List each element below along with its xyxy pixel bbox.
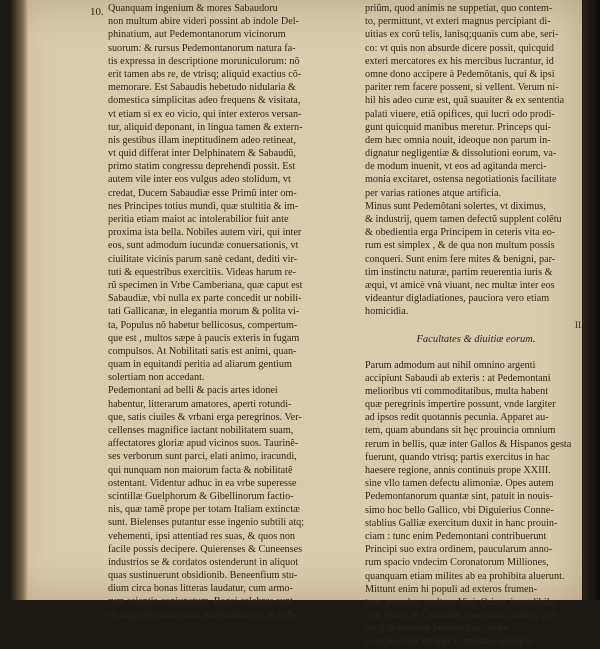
- text-line: homicidia.: [365, 306, 409, 318]
- text-line: Complectitur insuper Comitatus quinqua-: [365, 636, 535, 648]
- text-line: vim Sparti ac Cannabis, caseorum, chartæ, gol-: [365, 610, 558, 622]
- book-edge: [583, 0, 600, 600]
- text-line: hil his adeo curæ est, quã suauiter & ex sententia: [365, 95, 565, 107]
- text-line: affectatores gloriæ apud vicinos suos. Taurinẽ-: [108, 438, 299, 450]
- text-line: sypij & materiæ bombycinæ crudæ.: [365, 623, 511, 635]
- text-line: tim instinctu naturæ, partim reuerentia iuris &: [365, 266, 553, 278]
- text-line: suorum: & rursus Pedemontanorum natura fa-: [108, 42, 296, 54]
- text-line: ob ingentem numerum molendinorum, & offi-: [108, 609, 297, 621]
- text-line: peritia etiam maiot ac intolerabilior fuit ante: [108, 214, 289, 225]
- text-line: sine vllo tamen defectu alimoniæ. Opes autem: [365, 478, 554, 490]
- text-line: scintillæ Guelphorum & Gibellinorum factio-: [108, 490, 294, 502]
- text-line: vt quid differat inter Delphinatem & Sabaudũ,: [108, 148, 296, 160]
- text-line: erit tamen abs re, de vtrisq; aliquid exactius cõ-: [108, 68, 302, 80]
- section-heading: Facultates & diuitiæ eorum.: [416, 333, 536, 345]
- text-line: to, permittunt, vt exteri magnus percipiant di-: [365, 16, 551, 28]
- text-line: rerum in bellis, quæ inter Gallos & Hispanos gesta: [365, 438, 572, 450]
- margin-mark: II.: [575, 320, 584, 330]
- text-line: Pedemontanorum quantæ sint, patuit in nouis-: [365, 491, 553, 503]
- text-line: dem hæc omnia nouit, ideoque non parum in-: [365, 134, 551, 146]
- text-line: non multum abire videri possint ab indole Del-: [108, 16, 299, 28]
- text-line: rum scientia coniunctum. Bagei celebres sunt: [108, 596, 294, 608]
- text-line: qui nunquam non maiorum facta & nobilitatẽ: [108, 464, 293, 476]
- text-line: habentur, litterarum amatores, aperti rotundi-: [108, 398, 292, 410]
- text-line: de modum inuenit, vt eos ad agitanda merci-: [365, 161, 547, 173]
- book-page: [10, 0, 584, 648]
- text-line: compulsos. At Nobilitati satis est animi, quan-: [108, 345, 297, 357]
- text-line: tem, quam abundans sit hęc prouincia omnium: [365, 425, 556, 437]
- text-line: & industrij, quem tamen defectũ supplent colẽtu: [365, 214, 562, 225]
- text-line: accipiunt Sabaudi ab exteris : at Pedemontani: [365, 372, 551, 384]
- text-line: ta, Populus nõ habetur bellicosus, compertum-: [108, 319, 298, 331]
- text-line: proxima ista bella. Nobiles autem viri, qui inter: [108, 227, 302, 239]
- text-line: ciuilitate vicinis parum sanè cedant, dediti vir-: [108, 253, 298, 265]
- text-line: cellenses magnifice iactant nobilitatem suam,: [108, 425, 294, 436]
- text-line: ostentant. Videntur adhuc in ea vrbe superesse: [108, 477, 297, 489]
- text-line: nes Principes totius mundi, quæ stultitia & im-: [108, 200, 299, 212]
- text-line: co: vt quis non absurde dicere possit, quicquid: [365, 42, 555, 54]
- page-gutter: [10, 0, 28, 600]
- text-line: æqui, vt amicè vnà viuant, nec multæ inter eos: [365, 279, 555, 291]
- text-line: domestica simplicitas adeo frequens & visitata,: [108, 95, 301, 107]
- text-line: fuerunt, quando vtrisq; partis exercitus in hac: [365, 451, 550, 463]
- text-line: rum spacio vndecim Coronatorum Milliones,: [365, 557, 549, 569]
- text-line: dium circa bonas litteras laudatur, cum armo-: [108, 583, 293, 595]
- text-line: credat, Ducem Sabaudiæ esse Primũ inter om-: [108, 187, 297, 199]
- text-line: tur, aliquid deponant, in lingua tamen & extern-: [108, 121, 303, 133]
- text-line: haesere regione, annis continuis prope XXIII.: [365, 465, 551, 476]
- text-line: gunt quicquid manibus meretur. Princeps qui-: [365, 121, 552, 133]
- text-line: tum, pecudes, multum Vini, Orizæ, incredibile: [365, 596, 555, 608]
- text-line: simo hoc bello Gallico, vbi Diguierius Conne-: [365, 504, 554, 516]
- text-line: ad ipsos redit quotannis pecunia. Apparet au-: [365, 412, 549, 424]
- text-line: stablius Galliæ exercitum duxit in hanc prouin-: [365, 517, 558, 529]
- text-line: Sabaudiæ, vbi nulla ex parte concedit ur nobili-: [108, 293, 302, 305]
- text-line: omne dono accipere à Pedemõtanis, qui & ipsi: [365, 68, 555, 80]
- text-line: videantur digladiationes, pauciora vero etiam: [365, 293, 550, 305]
- text-line: phinatium, aut Pedemontanorum vicinorum: [108, 29, 286, 41]
- text-line: tis expressa in descriptione moruniculorum: nõ: [108, 55, 300, 67]
- text-line: autem vile inter eos vulgus adeo stolidum, vt: [108, 174, 291, 186]
- text-line: Parum admodum aut nihil omnino argenti: [365, 359, 536, 371]
- text-line: sunt. Bielenses putantur esse ingenio subtili atq;: [108, 517, 305, 529]
- text-line: rum est simplex , & de qua non multum possis: [365, 240, 555, 252]
- text-line: melioribus vti commoditatibus, multa habent: [365, 385, 549, 397]
- text-line: palati viuere, etiã opifices, qui lucri odo prodi-: [365, 108, 555, 120]
- text-line: que, satis ciuiles & vrbani erga peregrinos. Ver-: [108, 411, 302, 423]
- text-line: priũm, quod animis ne suppetiat, quo contem-: [365, 3, 553, 14]
- text-line: nis, quæ tamẽ prope per totam Italiam extinctæ: [108, 504, 300, 516]
- text-line: vt etiam si ex eo vicio, qui inter exteros versan-: [108, 108, 302, 120]
- text-line: eos, sunt admodum iucundæ conuersationis, vt: [108, 240, 299, 252]
- text-line: ciam : tunc enim Pedemontani contribuerunt: [365, 530, 547, 542]
- text-line: que est , multos sæpe à paucis exteris in fugam: [108, 332, 300, 344]
- text-line: tati Gallicanæ, in elegantia morum & polita vi-: [108, 306, 300, 318]
- text-line: Quanquam ingenium & mores Sabaudoru: [108, 3, 278, 14]
- line-number: 10.: [90, 6, 104, 18]
- text-line: per varias rationes atque artificia.: [365, 187, 502, 199]
- text-line: ses verborum sunt parci, elati animo, iracundi,: [108, 451, 297, 463]
- text-line: quæ peregrinis impertire possunt, vnde largiter: [365, 399, 556, 411]
- text-line: industrios se & cordatos ostenderunt in aliquot: [108, 556, 299, 568]
- left-text-column: [108, 2, 348, 622]
- text-line: Minus sunt Pedemõtani solertes, vt diximus,: [365, 200, 546, 212]
- text-line: facile possis decipere. Quierenses & Cuneenses: [108, 543, 303, 555]
- text-line: conqueri. Sunt enim fere mites & benigni, par-: [365, 253, 556, 265]
- text-line: rũ specimen in Vrbe Camberiana, quæ caput est: [108, 279, 303, 291]
- right-text-column: [365, 2, 587, 649]
- text-line: Principi suo extra ordinem, paucularum anno-: [365, 544, 553, 556]
- text-line: Pedemontani ad belli & pacis artes idonei: [108, 385, 278, 397]
- text-line: pariter rem facere possent, si vellent. Verum ni-: [365, 82, 559, 94]
- text-line: memorare. Est Sabaudis hebetudo nidularia &: [108, 82, 296, 94]
- text-line: vehementi, ipsi attentiad res suas, & quos non: [108, 530, 296, 542]
- text-line: monia excitaret, ostensa negotiationis facilitate: [365, 174, 557, 186]
- text-line: quam in equitandi peritia ad aliarum gentium: [108, 359, 292, 371]
- text-line: uitias ex corũ telis, lanisq;quanis cum abe, seri-: [365, 29, 559, 41]
- text-line: Mittunt enim hi populi ad exteros frumen-: [365, 583, 538, 595]
- text-line: quanquam etiam milites ab ea prohibita aluerunt.: [365, 570, 565, 582]
- text-line: nis gestibus illam ineptitudinem adeo retineat,: [108, 134, 296, 146]
- text-line: tuti & equestribus exercitiis. Videas harum re-: [108, 266, 296, 278]
- text-line: & obedientia erga Principem in ceteris vita eo-: [365, 227, 556, 239]
- text-line: dignatur negligentiæ & dissolutioni eorum, va-: [365, 148, 557, 160]
- text-line: quas sustinuerunt obsidionib. Beneenfium stu-: [108, 570, 298, 582]
- text-line: primo statim congressu deprehendi possit. Est: [108, 161, 296, 173]
- text-line: solertiam non accedant.: [108, 372, 205, 384]
- text-line: exteri mercatores ex his mercibus lucrantur, id: [365, 55, 554, 67]
